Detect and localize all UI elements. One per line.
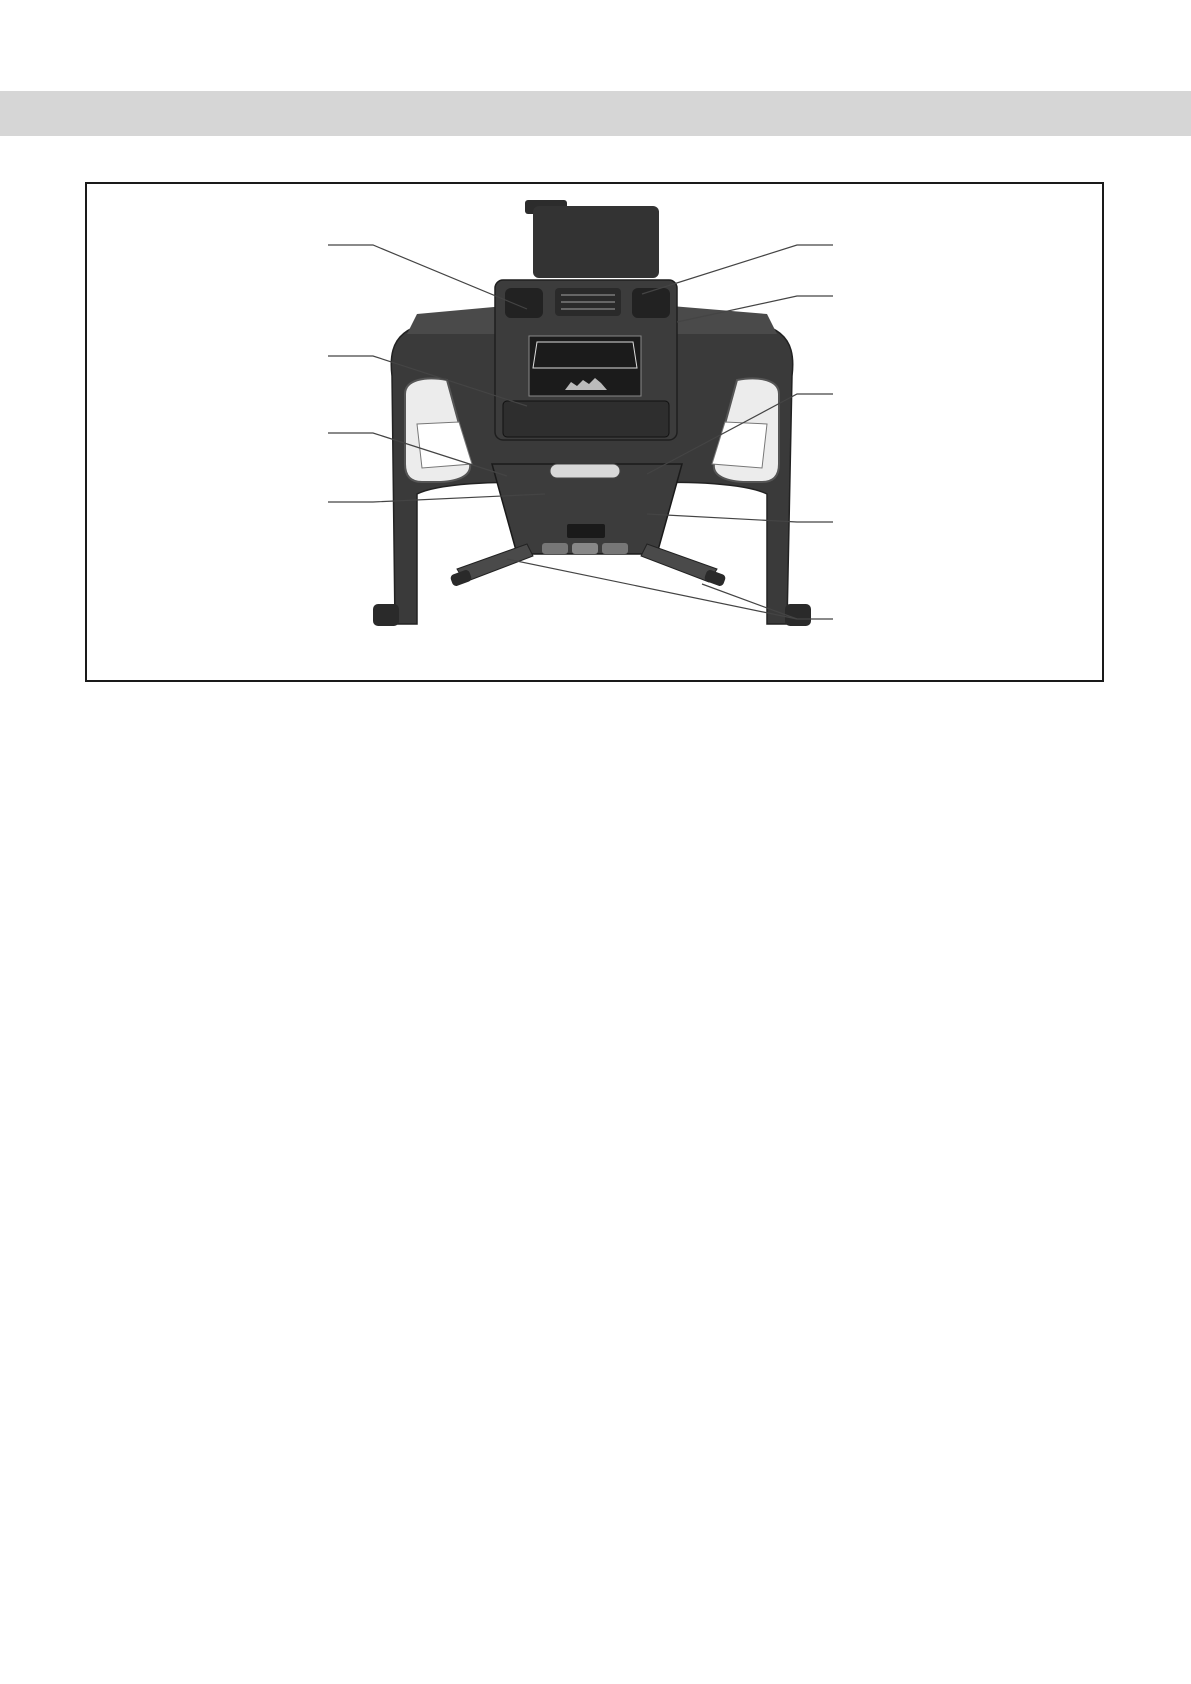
treadmill-console-illustration (87, 184, 1102, 680)
lower-keypad-panel (492, 464, 682, 554)
left-speaker-grille (505, 288, 543, 318)
lcd-screen (529, 336, 641, 396)
right-speaker-grille (632, 288, 670, 318)
header-band (0, 91, 1191, 136)
fan-vent (555, 288, 621, 316)
figure-frame (85, 182, 1104, 682)
tablet-holder (525, 200, 659, 278)
function-keys (503, 401, 669, 437)
